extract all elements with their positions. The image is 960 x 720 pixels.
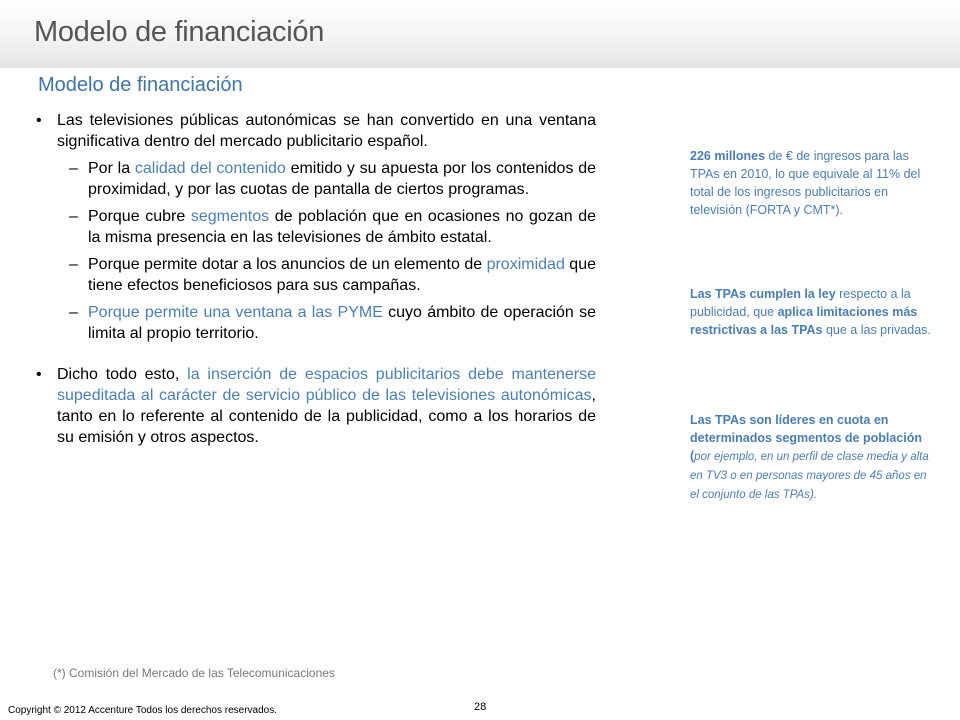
sidebar-note-revenue: 226 millones de € de ingresos para las TPAs en 2010, lo que equivale al 11% del total de los ingresos publicitarios en televisión (FORTA y CMT*). [690,149,921,217]
slide-title: Modelo de financiación [34,16,325,48]
sidebar-note-law: Las TPAs cumplen la ley respecto a la publicidad, que aplica limitaciones más restrictivas a las TPAs que a las privadas. [690,287,931,337]
dash-marker: – [69,304,78,321]
highlight-text: segmentos [190,208,270,225]
bullet-text: Las televisiones públicas autonómicas se han convertido en una ventana significativa dentro del mercado publicitario español. [57,112,596,150]
footnote: (*) Comisión del Mercado de las Telecomunicaciones [53,666,335,680]
header-band [0,0,960,68]
dash-marker: – [69,160,78,177]
copyright: Copyright © 2012 Accenture Todos los derechos reservados. [8,705,278,716]
dash-marker: – [69,208,78,225]
highlight-text: la inserción de espacios publicitarios debe mantenerse supeditada al carácter de servicio público de las televisiones autonómicas [57,366,596,404]
bullet-marker: • [36,366,42,383]
dash-marker: – [69,256,78,273]
highlight-text: Porque permite una ventana a las PYME [88,304,383,321]
bullet-marker: • [36,112,42,129]
sub-bullet-item: – Porque permite dotar a los anuncios de un elemento de proximidad que tiene efectos beneficiosos para sus campañas. [69,256,596,294]
sub-bullet-item: – Porque cubre segmentos de población que en ocasiones no gozan de la misma presencia en las televisiones de ámbito estatal. [69,208,596,246]
page-number: 28 [474,701,487,713]
sub-bullet-item: – Por la calidad del contenido emitido y su apuesta por los contenidos de proximidad, y por las cuotas de pantalla de ciertos programas. [69,160,596,198]
highlight-text: proximidad [486,256,565,273]
bullet-item: • Dicho todo esto, la inserción de espacios publicitarios debe mantenerse supeditada al carácter de servicio público de las televisiones autonómicas, tanto en lo referente al contenido de la publicidad, como a los horarios de su emisión y otros aspectos. [36,366,596,446]
section-subtitle: Modelo de financiación [38,74,243,96]
highlight-text: calidad del contenido [134,160,286,177]
sidebar-note-leaders: Las TPAs son líderes en cuota en determinados segmentos de población (por ejemplo, en un perfil de clase media y alta en TV3 o en personas mayores de 45 años en el conjunto de las TPAs). [690,413,929,501]
bullet-item [36,110,596,152]
main-content [36,110,596,448]
sub-bullet-item: – Porque permite una ventana a las PYME cuyo ámbito de operación se limita al propio territorio. [69,304,596,342]
